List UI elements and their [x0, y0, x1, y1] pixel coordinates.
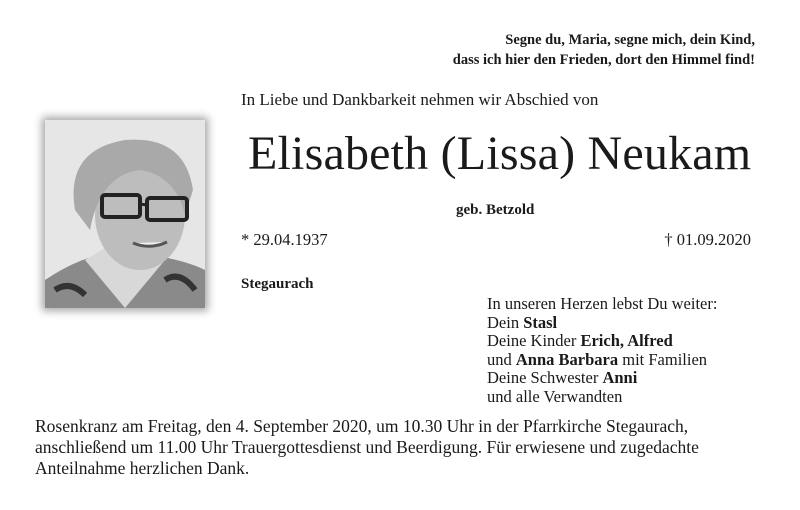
mourners-list	[487, 295, 717, 406]
text: Deine Schwester	[487, 368, 603, 387]
service-details	[35, 416, 699, 479]
portrait-image	[45, 120, 205, 308]
mourner-name: Alfred	[627, 331, 673, 350]
birth-date: * 29.04.1937	[241, 230, 328, 249]
quote-line: Segne du, Maria, segne mich, dein Kind,	[505, 32, 755, 48]
quote-line: dass ich hier den Frieden, dort den Himmel find!	[452, 52, 755, 68]
maiden-name: geb. Betzold	[456, 202, 535, 218]
portrait-photo	[45, 120, 205, 308]
mourner-name: Stasl	[523, 312, 558, 332]
service-line: anschließend um 11.00 Uhr Trauergottesdienst und Beerdigung. Für erwiesene und zugedachte	[35, 437, 699, 457]
mourners-line	[487, 351, 717, 370]
mourner-name: Erich	[580, 331, 620, 350]
death-date: † 01.09.2020	[664, 230, 751, 249]
mourners-heading: In unseren Herzen lebst Du weiter:	[487, 294, 718, 313]
text: Dein	[487, 312, 524, 332]
epigraph-quote	[453, 30, 755, 70]
text: und	[487, 349, 516, 369]
text: ,	[619, 331, 628, 350]
hometown: Stegaurach	[241, 276, 314, 292]
service-line: Anteilnahme herzlichen Dank.	[35, 458, 250, 478]
mourners-line	[487, 388, 717, 407]
mourners-line	[487, 369, 717, 388]
deceased-name: Elisabeth (Lissa) Neukam	[248, 127, 752, 180]
text: mit Familien	[618, 349, 708, 369]
intro-text: In Liebe und Dankbarkeit nehmen wir Abschied von	[241, 90, 599, 109]
service-line: Rosenkranz am Freitag, den 4. September 2020, um 10.30 Uhr in der Pfarrkirche Stegaurach,	[35, 416, 689, 436]
mourners-line	[487, 295, 717, 314]
text: und alle Verwandten	[487, 386, 623, 406]
mourner-name: Anni	[602, 368, 638, 387]
mourners-line	[487, 332, 717, 351]
text: Deine Kinder	[487, 331, 581, 350]
mourner-name: Anna Barbara	[515, 349, 619, 369]
mourners-line	[487, 314, 717, 333]
